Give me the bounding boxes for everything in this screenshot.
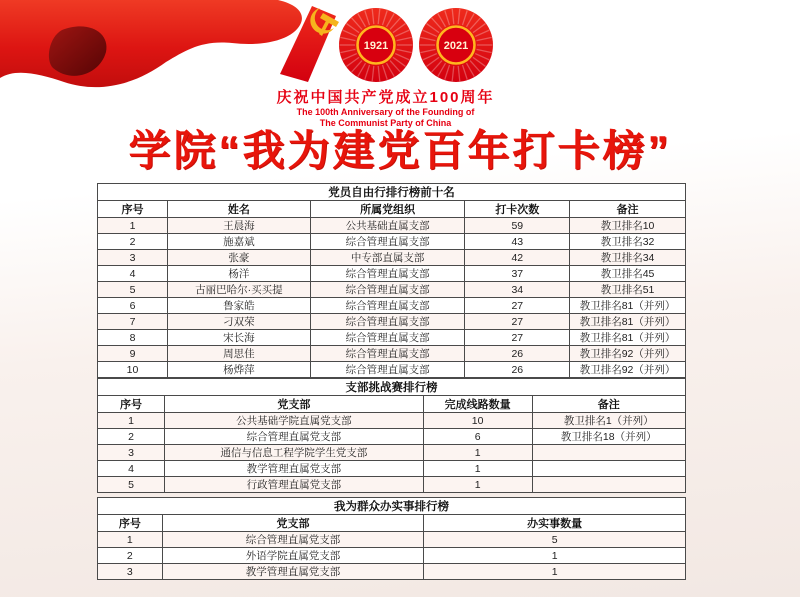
table-cell: 1 [423, 445, 532, 461]
table-cell: 综合管理直属支部 [310, 362, 465, 378]
table-cell: 59 [465, 218, 570, 234]
table-row [98, 314, 686, 330]
table-row [98, 362, 686, 378]
table-cell [532, 445, 685, 461]
table-cell: 教卫排名81（并列） [570, 314, 686, 330]
table-cell: 27 [465, 330, 570, 346]
table-cell: 4 [98, 266, 168, 282]
table-cell: 3 [98, 445, 165, 461]
table-row [98, 445, 686, 461]
column-header: 打卡次数 [465, 201, 570, 218]
table-row [98, 234, 686, 250]
table-cell: 教卫排名32 [570, 234, 686, 250]
table-cell: 综合管理直属支部 [310, 298, 465, 314]
table-cell: 1 [98, 218, 168, 234]
table-cell: 2 [98, 548, 163, 564]
table-cell: 2 [98, 234, 168, 250]
column-header: 序号 [98, 201, 168, 218]
table-cell: 中专部直属支部 [310, 250, 465, 266]
table-cell: 古丽巴哈尔·买买提 [167, 282, 310, 298]
table-party-member-free-walk-ranking [97, 183, 686, 378]
table-cell: 公共基础学院直属党支部 [165, 413, 424, 429]
table-cell: 1 [424, 548, 686, 564]
logo-caption-en-line2: The Communist Party of China [319, 117, 452, 128]
table-cell: 施嘉斌 [167, 234, 310, 250]
table-branch-challenge-ranking [97, 378, 686, 493]
table-cell: 教卫排名92（并列） [570, 346, 686, 362]
table-practical-deeds-ranking [97, 497, 686, 580]
table-cell: 行政管理直属党支部 [165, 477, 424, 493]
table-row [98, 532, 686, 548]
table-row [98, 346, 686, 362]
table-cell: 综合管理直属支部 [310, 314, 465, 330]
table-cell: 4 [98, 461, 165, 477]
table-cell: 张豪 [167, 250, 310, 266]
table-cell: 教卫排名81（并列） [570, 298, 686, 314]
table-cell: 王晨海 [167, 218, 310, 234]
table-row [98, 548, 686, 564]
table-cell: 34 [465, 282, 570, 298]
table-cell: 1 [423, 461, 532, 477]
logo-caption-cn: 庆祝中国共产党成立100周年 [276, 89, 495, 106]
table-cell: 42 [465, 250, 570, 266]
table-row [98, 266, 686, 282]
table-cell [532, 477, 685, 493]
table-cell: 教卫排名45 [570, 266, 686, 282]
table-title: 我为群众办实事排行榜 [98, 498, 686, 515]
table-cell: 外语学院直属党支部 [162, 548, 424, 564]
table-title: 支部挑战赛排行榜 [98, 379, 686, 396]
table-cell: 教卫排名92（并列） [570, 362, 686, 378]
table-cell: 周思佳 [167, 346, 310, 362]
table-cell: 37 [465, 266, 570, 282]
table-title: 党员自由行排行榜前十名 [98, 184, 686, 201]
table-row [98, 564, 686, 580]
logo-year-1921: 1921 [363, 40, 389, 52]
table-row [98, 282, 686, 298]
table-cell: 综合管理直属支部 [310, 282, 465, 298]
ribbon-main-wave [0, 0, 302, 87]
table-row [98, 477, 686, 493]
column-header: 所属党组织 [310, 201, 465, 218]
column-header: 姓名 [167, 201, 310, 218]
table-cell: 1 [98, 413, 165, 429]
table-cell: 教学管理直属党支部 [162, 564, 424, 580]
page-title: 学院“我为建党百年打卡榜” [128, 127, 672, 174]
table-cell: 杨洋 [167, 266, 310, 282]
logo-100-graphic [268, 4, 503, 84]
table-cell: 综合管理直属支部 [310, 234, 465, 250]
table-cell: 教卫排名51 [570, 282, 686, 298]
table-row [98, 429, 686, 445]
table-cell: 通信与信息工程学院学生党支部 [165, 445, 424, 461]
table-cell: 2 [98, 429, 165, 445]
table-cell: 3 [98, 564, 163, 580]
table-row [98, 298, 686, 314]
table-cell: 教卫排名81（并列） [570, 330, 686, 346]
table-cell: 杨烨萍 [167, 362, 310, 378]
table-cell: 教卫排名18（并列） [532, 429, 685, 445]
column-header: 序号 [98, 515, 163, 532]
table-cell: 5 [424, 532, 686, 548]
table-row [98, 218, 686, 234]
table-cell: 26 [465, 346, 570, 362]
table-cell: 6 [423, 429, 532, 445]
column-header: 备注 [532, 396, 685, 413]
table-cell: 10 [423, 413, 532, 429]
table-cell: 5 [98, 477, 165, 493]
table-row [98, 461, 686, 477]
table-cell: 公共基础直属支部 [310, 218, 465, 234]
zero-2021 [419, 8, 493, 82]
table-cell [532, 461, 685, 477]
table-cell: 宋长海 [167, 330, 310, 346]
table-cell: 43 [465, 234, 570, 250]
column-header: 党支部 [162, 515, 424, 532]
table-cell: 综合管理直属党支部 [162, 532, 424, 548]
zero-1921 [339, 8, 413, 82]
table-cell: 27 [465, 298, 570, 314]
column-header: 办实事数量 [424, 515, 686, 532]
table-cell: 26 [465, 362, 570, 378]
table-cell: 5 [98, 282, 168, 298]
table-cell: 3 [98, 250, 168, 266]
logo-year-2021: 2021 [443, 40, 469, 52]
table-cell: 教卫排名34 [570, 250, 686, 266]
table-cell: 教学管理直属党支部 [165, 461, 424, 477]
table-cell: 10 [98, 362, 168, 378]
table-cell: 教卫排名1（并列） [532, 413, 685, 429]
table-cell: 7 [98, 314, 168, 330]
column-header: 备注 [570, 201, 686, 218]
table-cell: 27 [465, 314, 570, 330]
table-cell: 鲁家皓 [167, 298, 310, 314]
table-cell: 1 [423, 477, 532, 493]
table-row [98, 330, 686, 346]
table-row [98, 250, 686, 266]
table-cell: 综合管理直属支部 [310, 266, 465, 282]
table-cell: 9 [98, 346, 168, 362]
table-cell: 1 [98, 532, 163, 548]
table-cell: 8 [98, 330, 168, 346]
table-cell: 6 [98, 298, 168, 314]
logo-caption-en-line1: The 100th Anniversary of the Founding of [296, 107, 475, 117]
table-cell: 教卫排名10 [570, 218, 686, 234]
column-header: 党支部 [165, 396, 424, 413]
table-row [98, 413, 686, 429]
column-header: 完成线路数量 [423, 396, 532, 413]
anniversary-logo [263, 4, 508, 129]
table-cell: 刁双荣 [167, 314, 310, 330]
table-cell: 综合管理直属党支部 [165, 429, 424, 445]
table-cell: 综合管理直属支部 [310, 330, 465, 346]
table-cell: 综合管理直属支部 [310, 346, 465, 362]
table-cell: 1 [424, 564, 686, 580]
column-header: 序号 [98, 396, 165, 413]
